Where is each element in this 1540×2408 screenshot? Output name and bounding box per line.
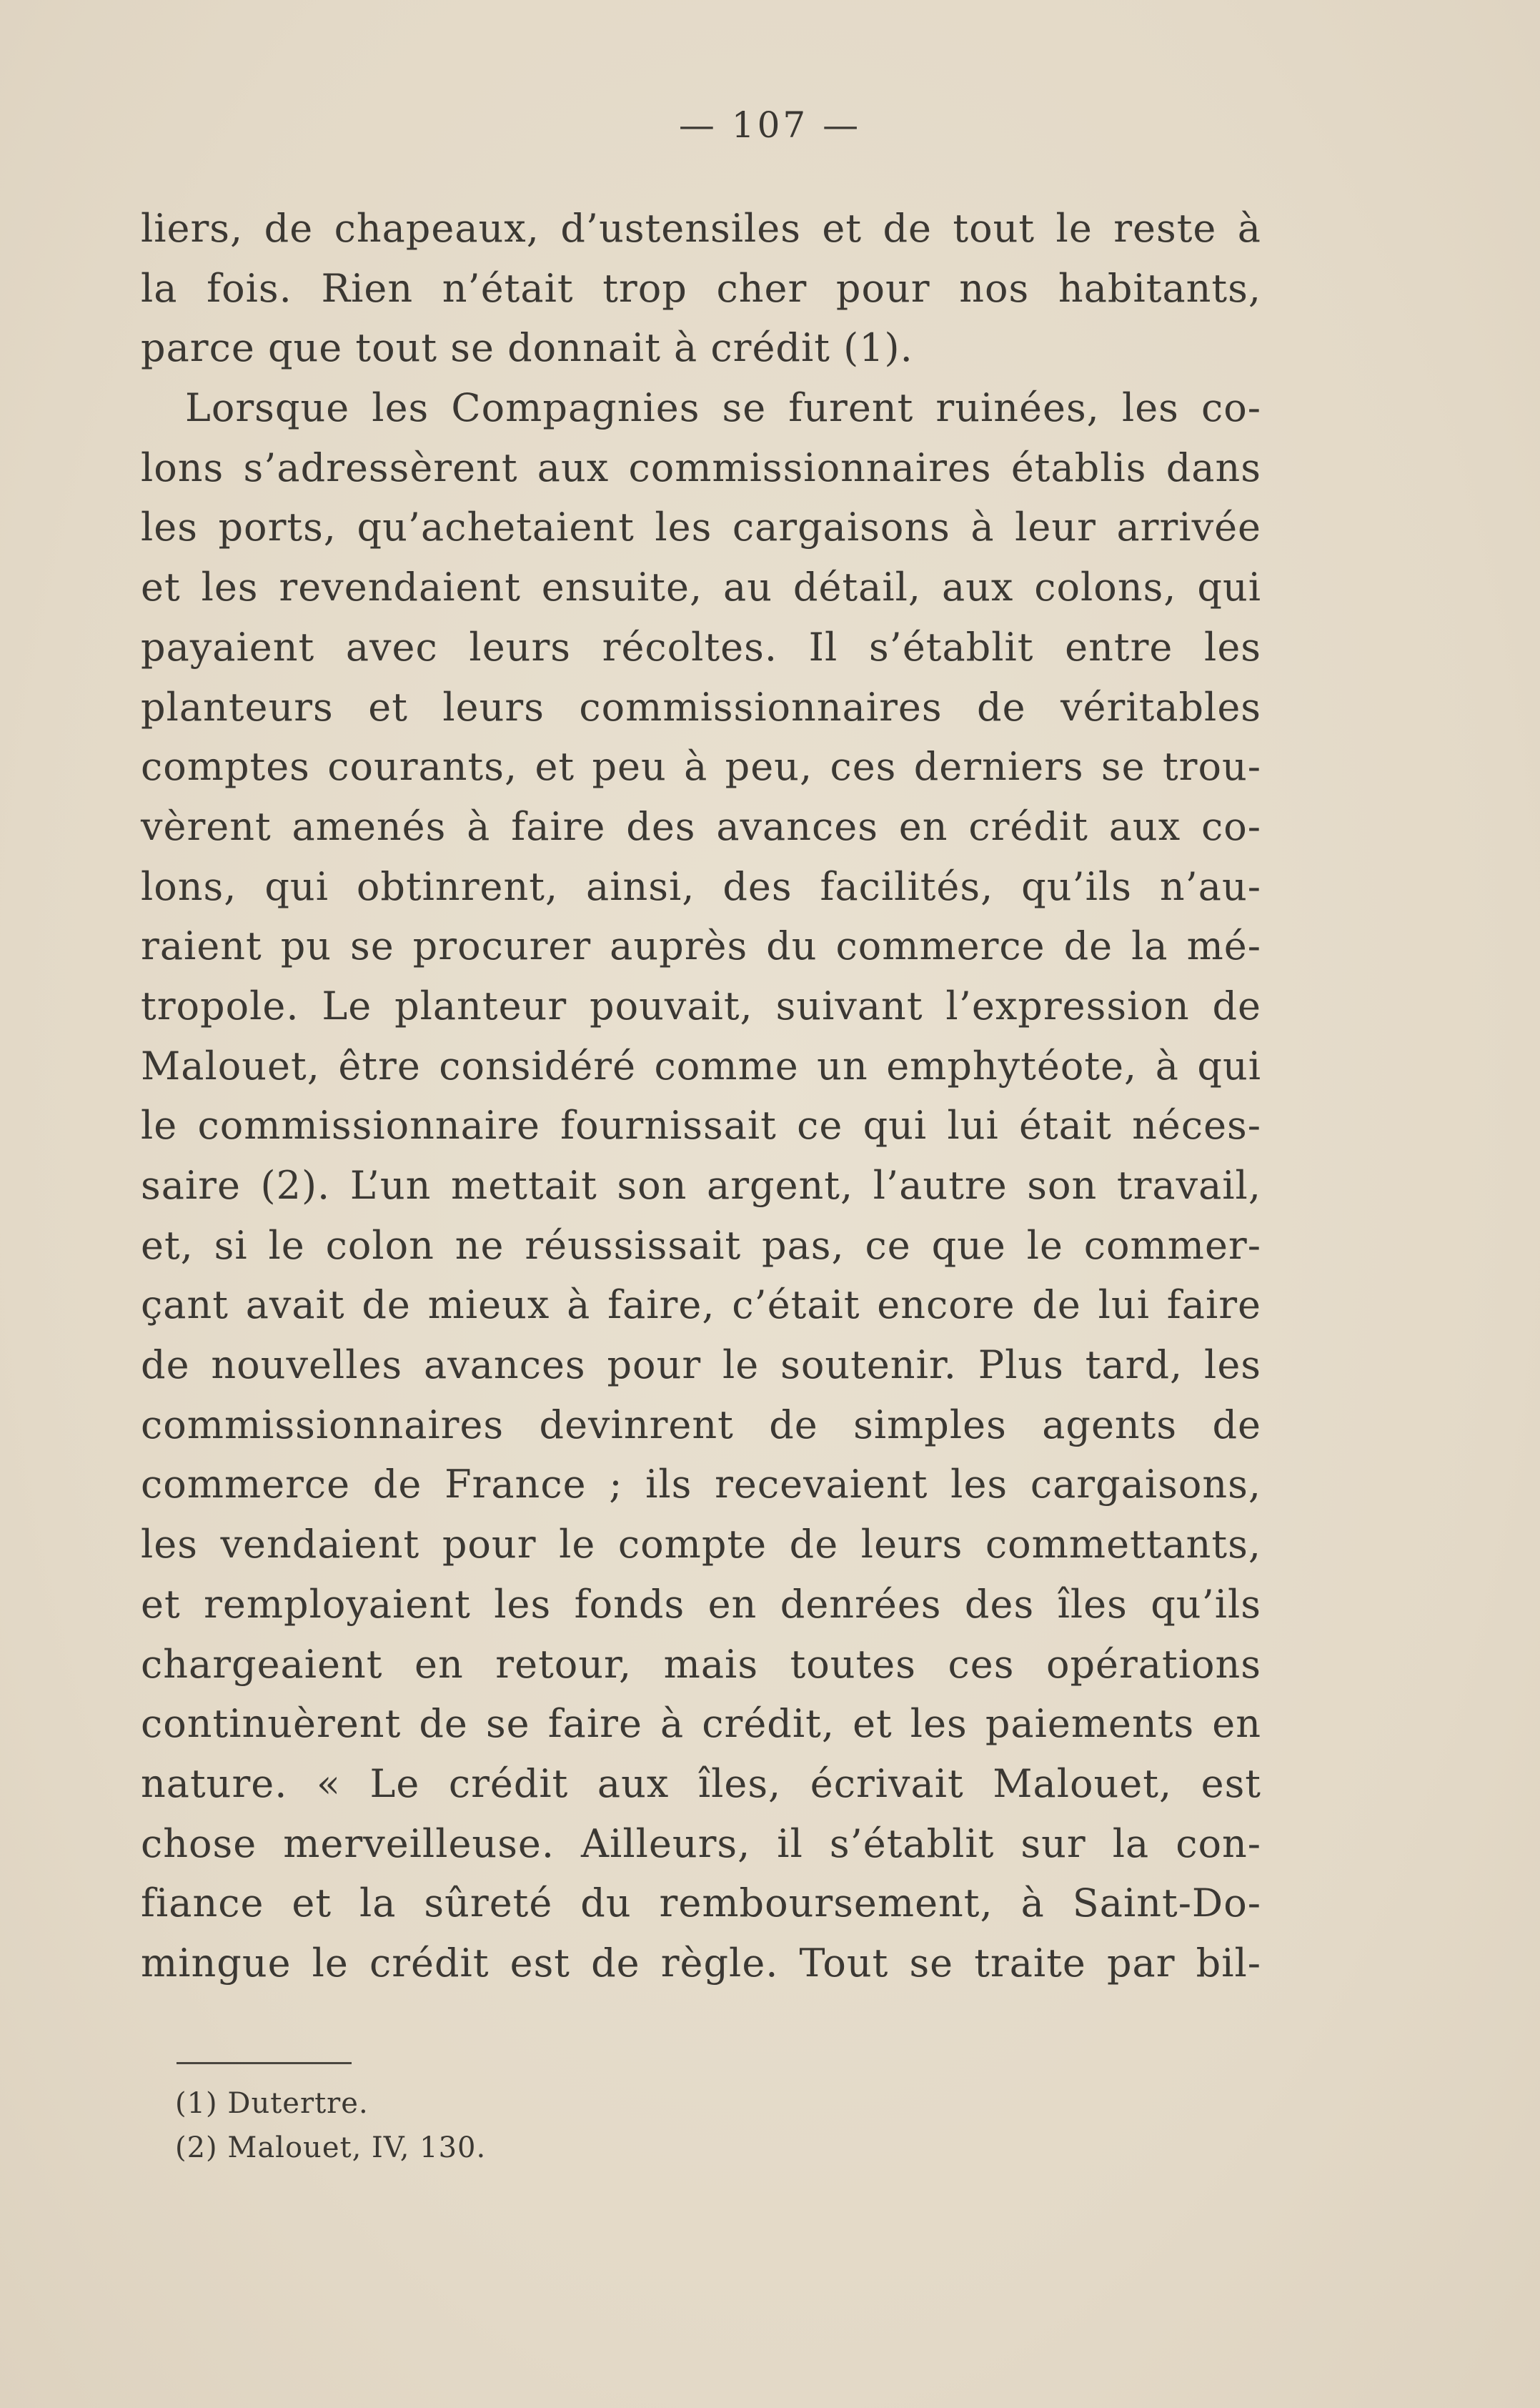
text-line: nature. « Le crédit aux îles, écrivait Malouet, est — [141, 1760, 1261, 1806]
text-line: la fois. Rien n’était trop cher pour nos habitants, — [141, 265, 1261, 311]
footnote-1: (1) Dutertre. — [175, 2087, 369, 2120]
text-line: payaient avec leurs récoltes. Il s’établit entre les — [141, 624, 1261, 670]
body-text — [141, 199, 1261, 1993]
text-line: le commissionnaire fournissait ce qui lui était néces- — [141, 1103, 1261, 1149]
text-line: liers, de chapeaux, d’ustensiles et de tout le reste à — [141, 206, 1261, 251]
footnote-2: (2) Malouet, IV, 130. — [175, 2131, 487, 2164]
text-line: et les revendaient ensuite, au détail, aux colons, qui — [141, 565, 1261, 610]
text-line: de nouvelles avances pour le soutenir. Plus tard, les — [141, 1342, 1261, 1388]
text-line: vèrent amenés à faire des avances en crédit aux co- — [141, 803, 1261, 849]
text-line: commissionnaires devinrent de simples agents de — [141, 1402, 1261, 1447]
page-number: — 107 — — [678, 104, 862, 146]
text-line: commerce de France ; ils recevaient les cargaisons, — [141, 1462, 1261, 1507]
text-line: planteurs et leurs commissionnaires de véritables — [141, 684, 1261, 730]
text-line: çant avait de mieux à faire, c’était encore de lui faire — [141, 1282, 1261, 1328]
text-line: raient pu se procurer auprès du commerce de la mé- — [141, 923, 1261, 969]
text-line: les vendaient pour le compte de leurs commettants, — [141, 1522, 1261, 1567]
text-line: lons s’adressèrent aux commissionnaires établis dans — [141, 445, 1261, 490]
text-line: mingue le crédit est de règle. Tout se traite par bil- — [141, 1940, 1261, 1986]
text-line: et remployaient les fonds en denrées des îles qu’ils — [141, 1581, 1261, 1627]
text-line: tropole. Le planteur pouvait, suivant l’expression de — [141, 983, 1261, 1029]
text-line: fiance et la sûreté du remboursement, à Saint-Do- — [141, 1881, 1261, 1926]
text-line: lons, qui obtinrent, ainsi, des facilités, qu’ils n’au- — [141, 863, 1261, 909]
footnote-divider — [177, 2062, 352, 2064]
text-line: les ports, qu’achetaient les cargaisons à leur arrivée — [141, 505, 1261, 550]
text-line: continuèrent de se faire à crédit, et les paiements en — [141, 1701, 1261, 1747]
text-line: chose merveilleuse. Ailleurs, il s’établit sur la con- — [141, 1820, 1261, 1866]
text-line: saire (2). L’un mettait son argent, l’autre son travail, — [141, 1163, 1261, 1208]
text-line: Lorsque les Compagnies se furent ruinées, les co- — [185, 385, 1261, 431]
text-line: parce que tout se donnait à crédit (1). — [141, 325, 913, 371]
text-line: et, si le colon ne réussissait pas, ce que le commer- — [141, 1222, 1261, 1268]
footnotes — [175, 2081, 486, 2170]
text-line: Malouet, être considéré comme un emphytéote, à qui — [141, 1043, 1261, 1089]
text-line: chargeaient en retour, mais toutes ces opérations — [141, 1641, 1261, 1687]
text-line: comptes courants, et peu à peu, ces derniers se trou- — [141, 744, 1261, 790]
